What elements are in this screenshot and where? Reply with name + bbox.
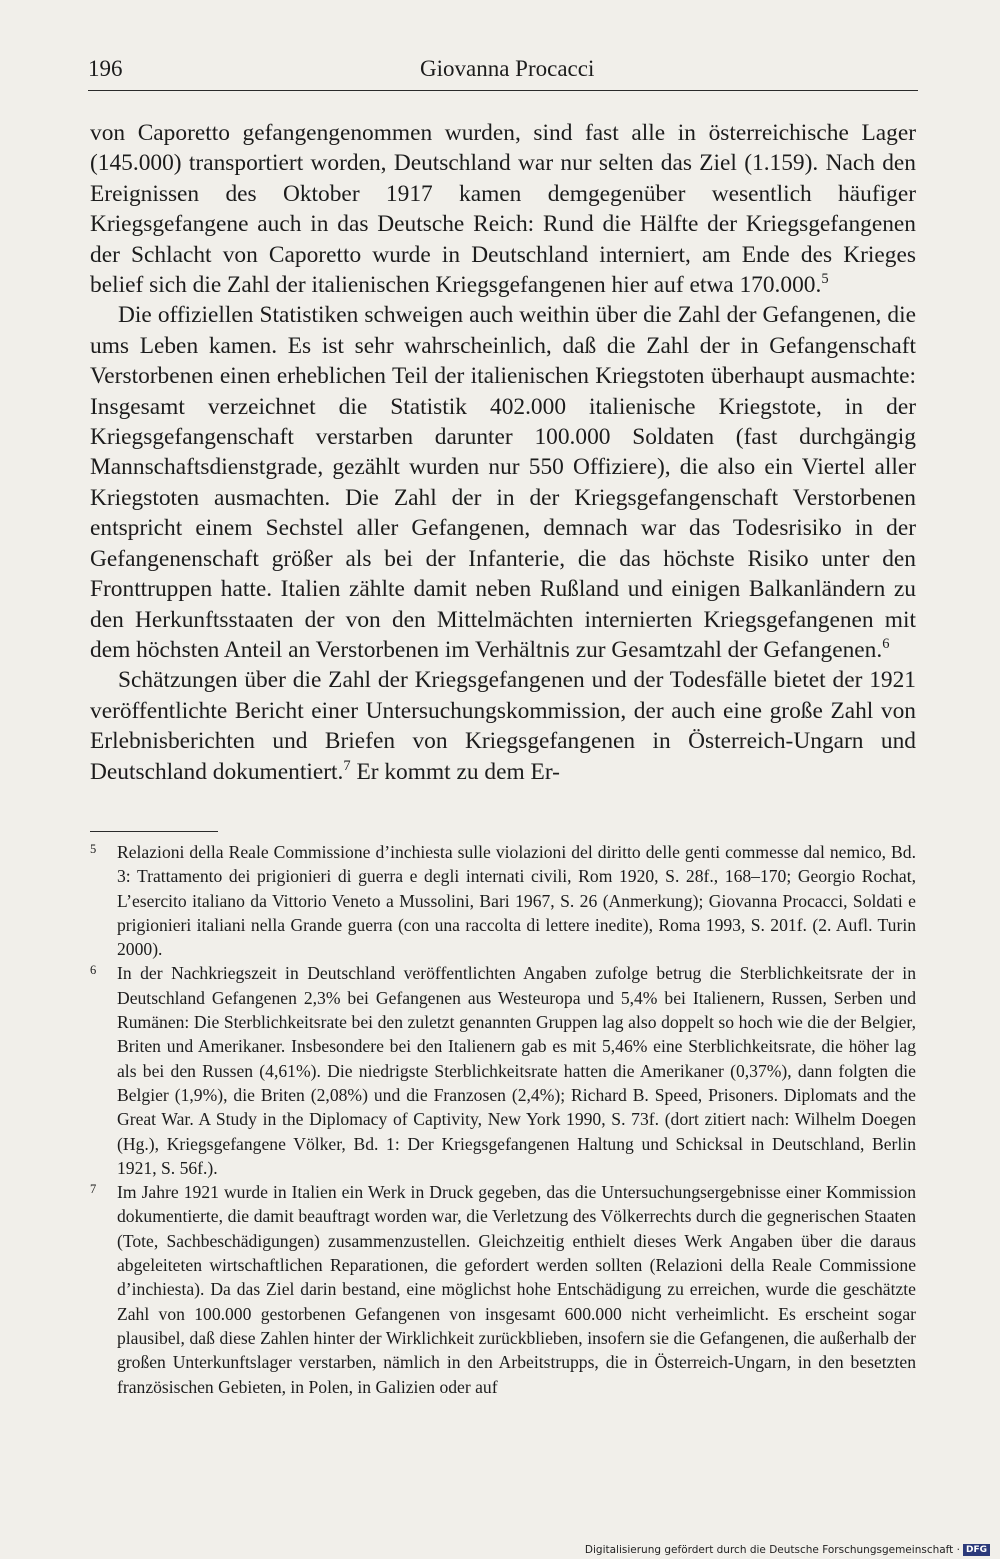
- footnote-mark: 5: [90, 842, 97, 856]
- footnote-5: [90, 840, 916, 961]
- dfg-logo-icon: DFG: [963, 1544, 990, 1556]
- running-head: Giovanna Procacci: [420, 56, 595, 81]
- footnote-rule: [90, 831, 218, 832]
- page-number: 196: [88, 56, 123, 81]
- digitization-credit: [585, 1544, 990, 1556]
- paragraph-1: [90, 118, 916, 300]
- footnote-text: Im Jahre 1921 wurde in Italien ein Werk in Druck gegeben, das die Untersuchungsergebnisse einer Kommission dokumentierte, die damit beauftragt worden war, die Verletzung des Völkerrechts durch die gegnerischen Staaten (Tote, Sachbeschädigungen) zusammenzustellen. Gleichzeitig enthielt dieses Werk Angaben über die daraus abgeleiteten wirtschaftlichen Reparationen, die gefordert werden sollten (Relazioni della Reale Commissione d’inchiesta). Da das Ziel darin bestand, eine möglichst hohe Entschädigung zu erreichen, wurde die geschätzte Zahl von 100.000 gestorbenen Gefangenen von insgesamt 600.000 nicht verheimlicht. Es erscheint sogar plausibel, daß diese Zahlen hinter der Wirklichkeit zurückblieben, insofern sie die Gefangenen, die außerhalb der großen Unterkunftslager verstarben, nämlich in den Arbeitstrupps, die in Österreich-Ungarn, in den besetzten französischen Gebieten, in Polen, in Galizien oder auf: [117, 1182, 916, 1397]
- paragraph-1-text: von Caporetto gefangengenommen wurden, sind fast alle in österreichische Lager (145.000) transportiert worden, Deutschland war nur selten das Ziel (1.159). Nach den Ereignissen des Oktober 1917 kamen demgegenüber wesentlich häufiger Kriegsgefangene auch in das Deutsche Reich: Rund die Hälfte der Kriegsgefangenen der Schlacht von Caporetto wurde in Deutschland interniert, am Ende des Krieges belief sich die Zahl der italienischen Kriegsgefangenen hier auf etwa 170.000.: [90, 120, 916, 299]
- footnotes: [90, 840, 916, 1399]
- credit-text: Digitalisierung gefördert durch die Deutsche Forschungsgemeinschaft ·: [584, 1544, 960, 1556]
- footnote-7: [90, 1180, 916, 1399]
- footnote-ref-5[interactable]: 5: [821, 271, 829, 288]
- paragraph-3-text: Schätzungen über die Zahl der Kriegsgefangenen und der Todesfälle bietet der 1921 veröffentlichte Bericht einer Untersuchungskommission, der auch eine große Zahl von Erlebnisberichten und Briefen von Kriegsgefangenen in Österreich-Ungarn und Deutschland dokumentiert.: [90, 667, 916, 785]
- footnote-ref-7[interactable]: 7: [343, 757, 351, 774]
- footnote-mark: 6: [90, 963, 97, 978]
- paragraph-2: [90, 300, 916, 665]
- header-rule: [88, 90, 918, 91]
- footnote-text: In der Nachkriegszeit in Deutschland veröffentlichten Angaben zufolge betrug die Sterblichkeitsrate der in Deutschland Gefangenen 2,3% bei Gefangenen aus Westeuropa und 5,4% bei Italienern, Russen, Serben und Rumänen: Die Sterblichkeitsrate bei den zuletzt genannten Gruppen lag also doppelt so hoch wie die der Belgier, Briten und Amerikaner. Insbesondere bei den Italienern gab es mit 5,46% eine Sterblichkeitsrate, die höher lag als bei den Russen (4,61%). Die niedrigste Sterblichkeitsrate hatten die Amerikaner (0,37%), dann folgten die Belgier (1,9%), die Briten (2,08%) und die Franzosen (2,4%); Richard B. Speed, Prisoners. Diplomats and the Great War. A Study in the Diplomacy of Captivity, New York 1990, S. 73f. (dort zitiert nach: Wilhelm Doegen (Hg.), Kriegsgefangene Völker, Bd. 1: Der Kriegsgefangenen Haltung und Schicksal in Deutschland, Berlin 1921, S. 56f.).: [117, 963, 916, 1178]
- footnote-mark: 7: [90, 1182, 97, 1197]
- footnote-ref-6[interactable]: 6: [882, 636, 890, 653]
- main-text: [90, 118, 916, 787]
- paragraph-3-text-end: Er kommt zu dem Er-: [350, 758, 560, 785]
- footnote-6: [90, 961, 916, 1180]
- page-header: [88, 56, 918, 90]
- paragraph-2-text: Die offiziellen Statistiken schweigen auch weithin über die Zahl der Gefangenen, die ums Leben kamen. Es ist sehr wahrscheinlich, daß die Zahl der in Gefangenschaft Verstorbenen einen erheblichen Teil der italienischen Kriegstoten überhaupt ausmachte: Insgesamt verzeichnet die Statistik 402.000 italienische Kriegstote, in der Kriegsgefangenschaft verstarben darunter 100.000 Soldaten (fast durchgängig Mannschaftsdienstgrade, gezählt wurden nur 550 Offiziere), die also ein Viertel aller Kriegstoten ausmachten. Die Zahl der in der Kriegsgefangenschaft Verstorbenen entspricht einem Sechstel aller Gefangenen, demnach war das Todesrisiko in der Gefangenenschaft größer als bei der Infanterie, die das höchste Risiko unter den Fronttruppen hatte. Italien zählte damit neben Rußland und einigen Balkanländern zu den Herkunftsstaaten der von den Mittelmächten internierten Kriegsgefangenen mit dem höchsten Anteil an Verstorbenen im Verhältnis zur Gesamtzahl der Gefangenen.: [90, 302, 916, 663]
- footnote-text: Relazioni della Reale Commissione d’inchiesta sulle violazioni del diritto delle genti commesse dal nemico, Bd. 3: Trattamento dei prigionieri di guerra e degli internati civili, Rom 1920, S. 28f., 168–170; Georgio Rochat, L’esercito italiano da Vittorio Veneto a Mussolini, Bari 1967, S. 26 (Anmerkung); Giovanna Procacci, Soldati e prigionieri italiani nella Grande guerra (con una raccolta di lettere inedite), Roma 1993, S. 201f. (2. Aufl. Turin 2000).: [117, 842, 916, 960]
- paragraph-3: [90, 665, 916, 787]
